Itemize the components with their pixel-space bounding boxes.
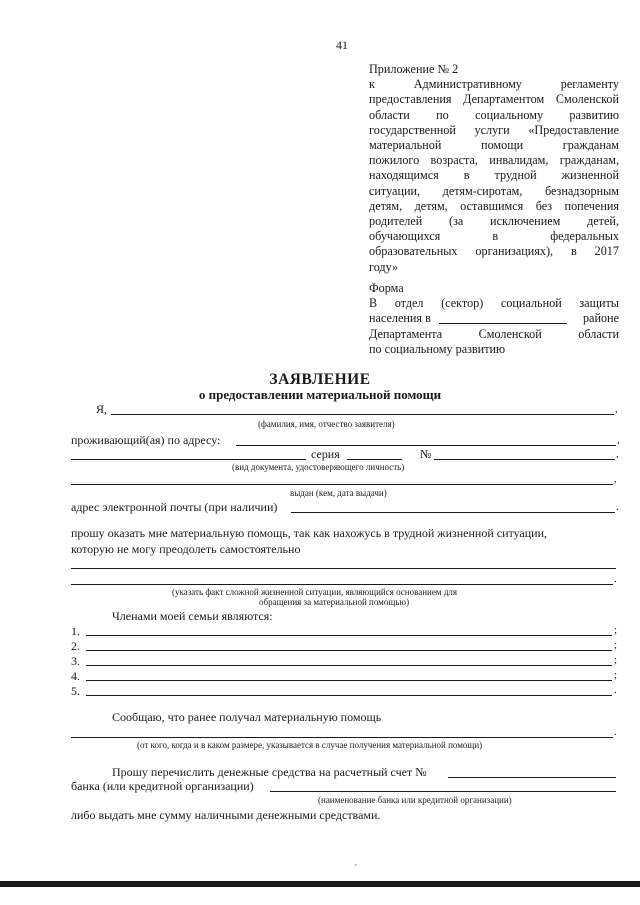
i-prefix: Я, — [96, 402, 108, 416]
family-member-field-2[interactable] — [86, 650, 612, 651]
document-title: ЗАЯВЛЕНИЕ — [269, 371, 371, 388]
appendix-line: к Административному регламенту — [369, 77, 619, 92]
family-label: Членами моей семьи являются: — [112, 609, 273, 623]
situation-hint-2: обращения за материальной помощью) — [259, 597, 410, 607]
appendix-line: области по социальному развитию — [369, 107, 619, 122]
address-line-4: по социальному развитию — [369, 341, 506, 356]
district-field[interactable] — [439, 323, 567, 324]
appendix-title: Приложение № 2 — [369, 62, 459, 76]
bank-label: банка (или кредитной организации) — [71, 779, 254, 793]
family-member-field-1[interactable] — [86, 635, 612, 636]
account-number-field[interactable] — [448, 777, 616, 778]
address-line-3: Департамента Смоленской области — [369, 326, 619, 341]
family-number: 3. — [71, 654, 80, 668]
appendix-line: находящимся в трудной жизненной — [369, 168, 619, 183]
comma: , — [614, 473, 617, 485]
address-line-2-prefix: населения в — [369, 311, 431, 326]
address-label: проживающий(ая) по адресу: — [71, 433, 221, 447]
issued-hint: выдан (кем, дата выдачи) — [290, 488, 387, 498]
address-line-2 — [369, 311, 619, 326]
fio-field[interactable] — [111, 414, 614, 415]
document-hint: (вид документа, удостоверяющего личность) — [232, 462, 405, 472]
fio-hint: (фамилия, имя, отчество заявителя) — [258, 419, 395, 429]
semicolon: ; — [614, 654, 618, 666]
previous-help-hint: (от кого, когда и в каком размере, указывается в случае получения материальной помощи) — [137, 740, 483, 750]
appendix-line: родителей (за исключением детей, — [369, 214, 619, 229]
number-field[interactable] — [434, 459, 615, 460]
bottom-border — [0, 881, 640, 887]
family-number: 5. — [71, 684, 80, 698]
family-number: 4. — [71, 669, 80, 683]
previous-help-label: Сообщаю, что ранее получал материальную помощь — [112, 710, 382, 724]
appendix-line: материальной помощи гражданам — [369, 138, 619, 153]
family-number: 2. — [71, 639, 80, 653]
situation-field-2[interactable] — [71, 584, 613, 585]
appendix-line: предоставления Департаментом Смоленской — [369, 92, 619, 107]
address-line-2-suffix: районе — [582, 311, 619, 326]
document-subtitle: о предоставлении материальной помощи — [198, 387, 442, 402]
situation-hint-1: (указать факт сложной жизненной ситуации, являющийся основанием для — [172, 587, 458, 597]
address-field[interactable] — [236, 445, 616, 446]
comma: , — [616, 448, 619, 460]
appendix-line: образовательных организациях), в 2017 — [369, 244, 619, 259]
semicolon: ; — [614, 639, 618, 651]
bank-name-field[interactable] — [270, 791, 616, 792]
number-label: № — [420, 447, 432, 461]
appendix-line: государственной услуги «Предоставление — [369, 122, 619, 137]
cash-text: либо выдать мне сумму наличными денежными средствами. — [71, 808, 381, 822]
page-number: 41 — [336, 38, 348, 52]
family-member-field-5[interactable] — [86, 695, 612, 696]
comma: , — [617, 434, 620, 446]
address-block — [369, 281, 619, 357]
form-label: Форма — [369, 281, 404, 295]
period: . — [614, 726, 617, 738]
appendix-line: детям, детям, оставшимся без попечения — [369, 198, 619, 213]
previous-help-field[interactable] — [71, 737, 613, 738]
period: . — [614, 684, 617, 696]
series-field[interactable] — [347, 459, 402, 460]
family-member-field-3[interactable] — [86, 665, 612, 666]
appendix-line: пожилого возраста, инвалидам, гражданам, — [369, 153, 619, 168]
document-type-field[interactable] — [71, 459, 306, 460]
scan-mark: ˊ — [354, 864, 358, 875]
request-line-1: прошу оказать мне материальную помощь, так как нахожусь в трудной жизненной ситуации, — [71, 526, 548, 540]
family-number: 1. — [71, 624, 80, 638]
request-line-2: которую не могу преодолеть самостоятельно — [71, 542, 301, 556]
transfer-label: Прошу перечислить денежные средства на расчетный счет № — [112, 765, 427, 779]
bank-hint: (наименование банка или кредитной организации) — [318, 795, 512, 805]
email-field[interactable] — [291, 512, 615, 513]
situation-field-1[interactable] — [71, 568, 616, 569]
appendix-line: обучающихся в федеральных — [369, 229, 619, 244]
appendix-line: ситуации, детям-сиротам, безнадзорным — [369, 183, 619, 198]
appendix-block — [369, 62, 619, 275]
issued-by-field[interactable] — [71, 484, 613, 485]
series-label: серия — [311, 447, 340, 461]
period: . — [614, 573, 617, 585]
semicolon: ; — [614, 624, 618, 636]
semicolon: ; — [614, 669, 618, 681]
family-member-field-4[interactable] — [86, 680, 612, 681]
address-line-1: В отдел (сектор) социальной защиты — [369, 296, 619, 311]
email-label: адрес электронной почты (при наличии) — [71, 500, 278, 514]
appendix-line: году» — [369, 259, 399, 274]
comma: , — [615, 403, 618, 415]
period: . — [616, 501, 619, 513]
